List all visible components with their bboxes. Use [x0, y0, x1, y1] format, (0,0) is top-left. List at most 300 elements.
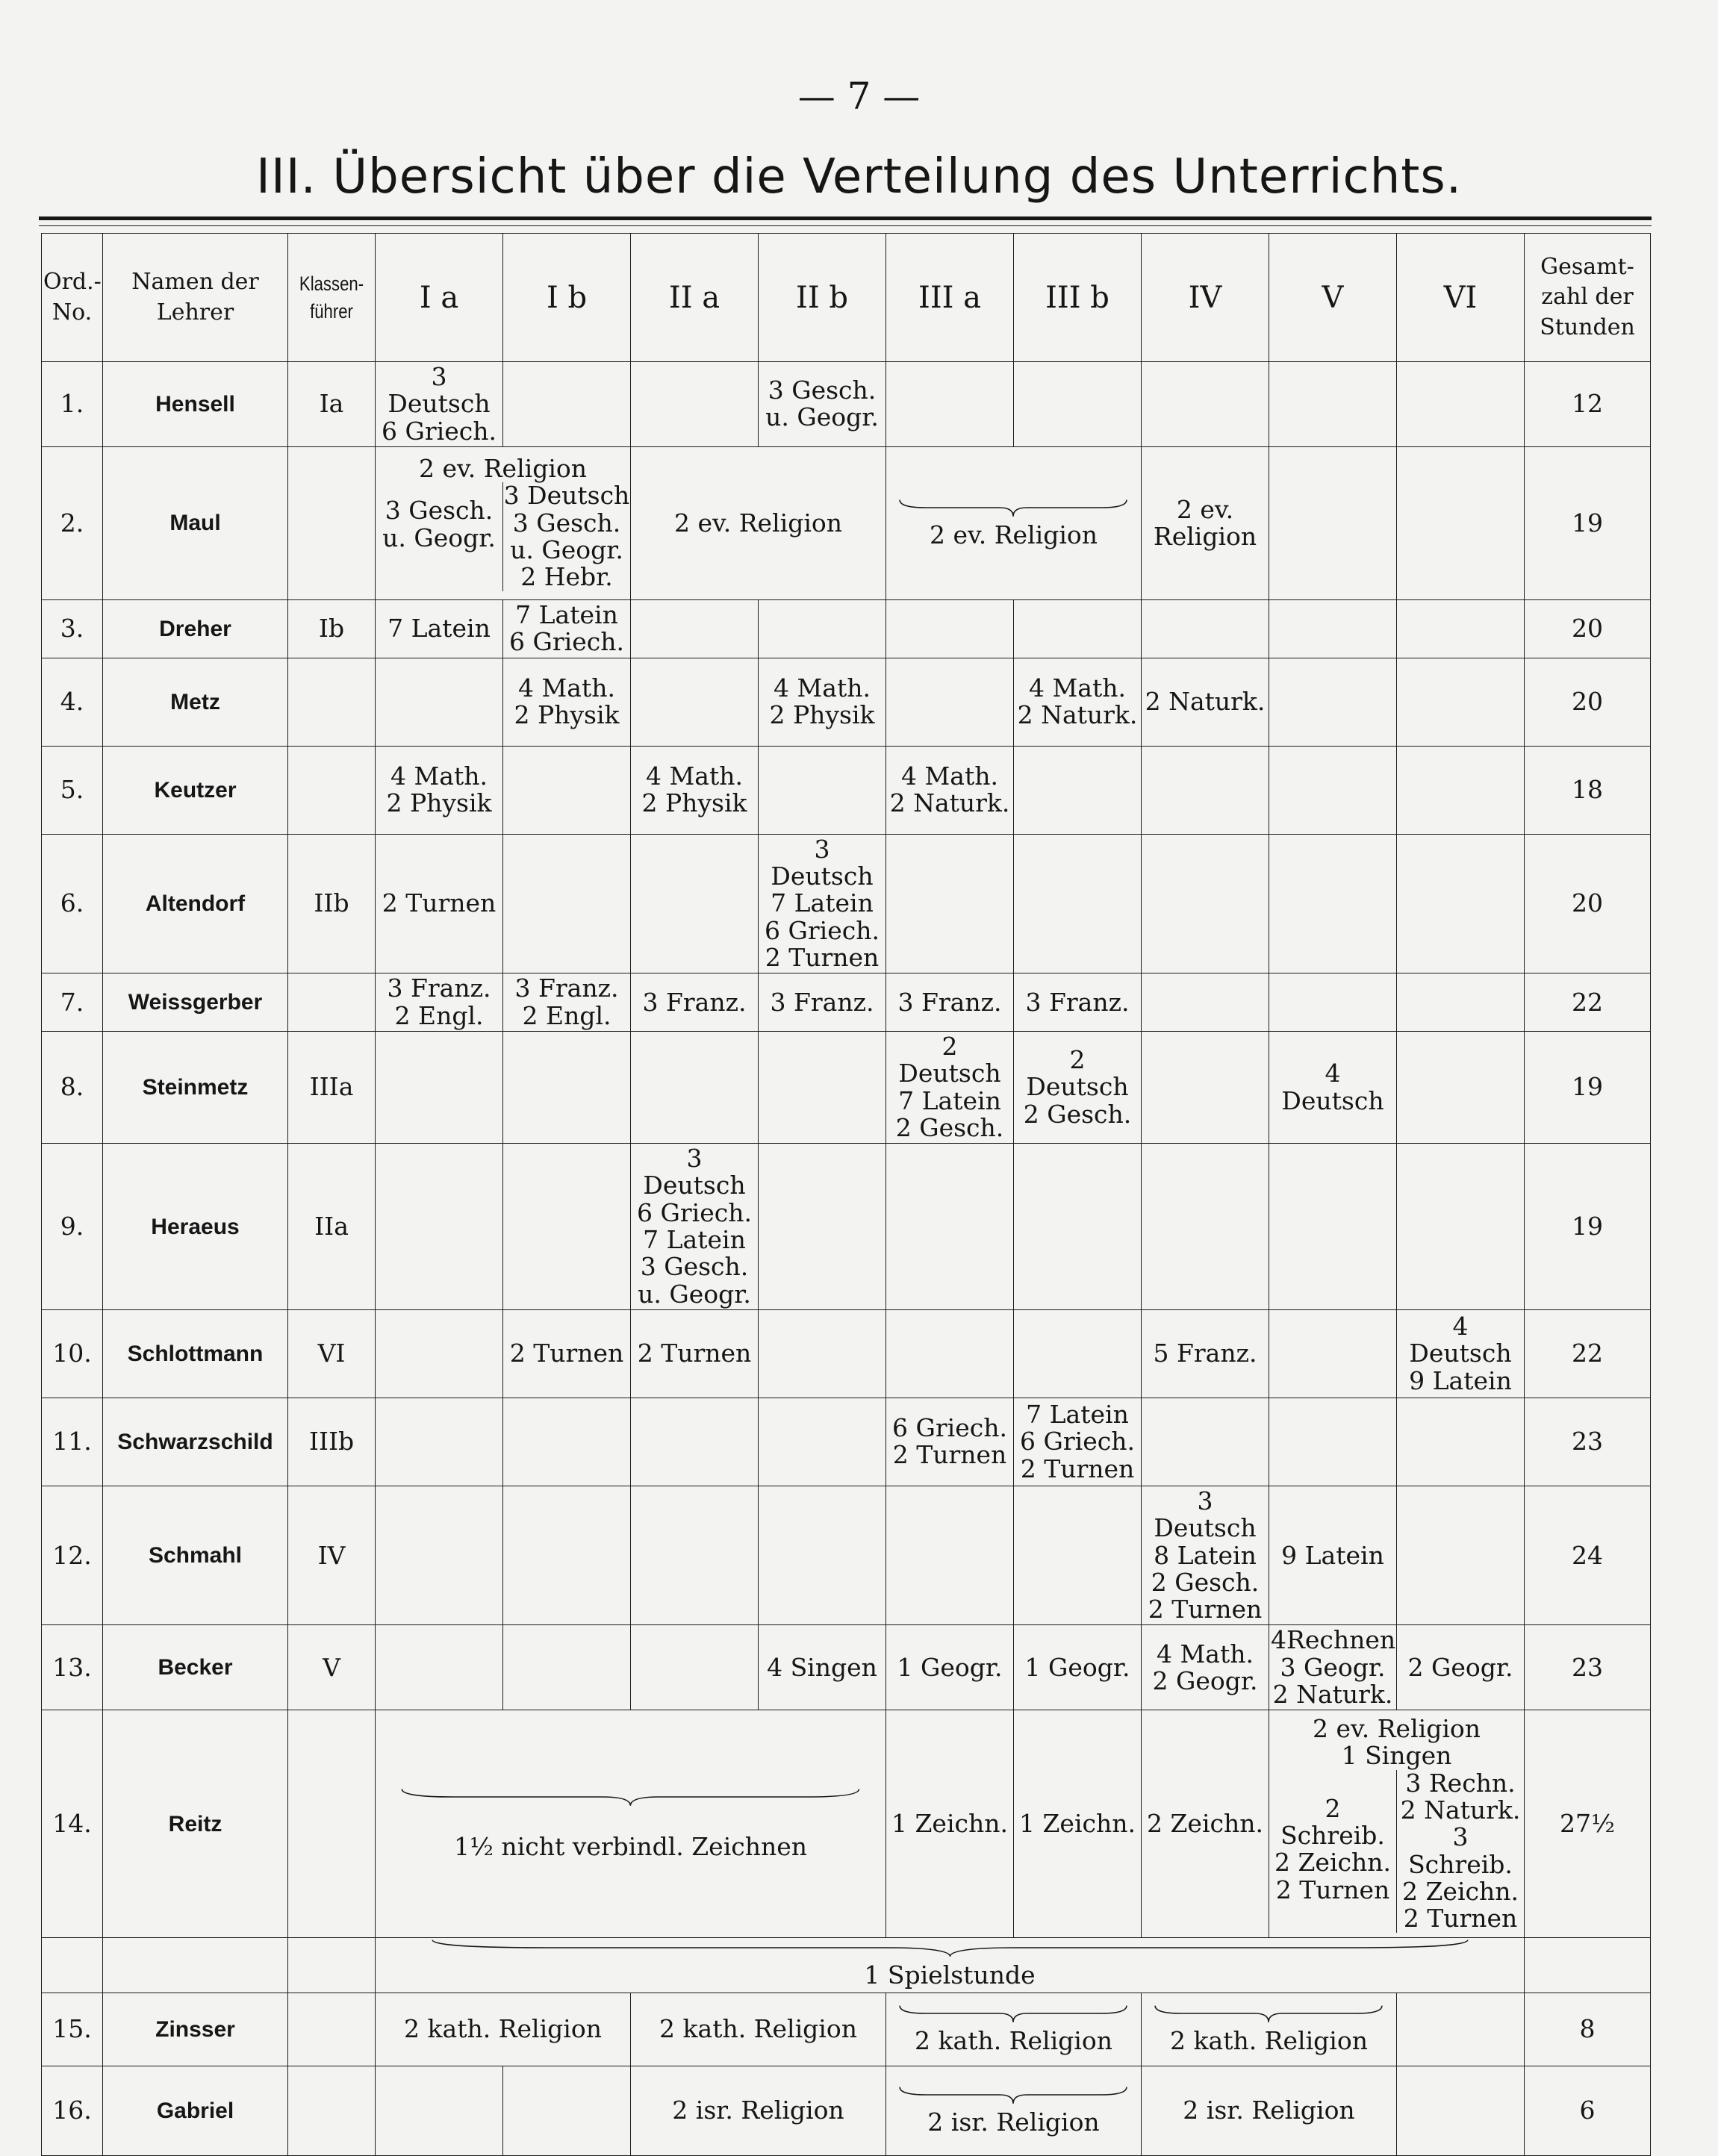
header-class-Ib: I b — [503, 234, 631, 362]
cell-text: Schwarzschild — [117, 1429, 273, 1454]
cell-text: Maul — [169, 511, 221, 536]
cell-total — [1525, 746, 1651, 834]
cell-line: 6 Griech. — [892, 1413, 1007, 1443]
cell-text: 20 — [1572, 687, 1603, 717]
cell-text: Ib — [318, 614, 345, 644]
cell-IIa — [631, 834, 759, 973]
cell-V — [1269, 746, 1397, 834]
row-number — [42, 599, 103, 658]
cell-IIb — [759, 599, 886, 658]
cell-IV — [1142, 1144, 1269, 1310]
cell-Ib — [503, 1398, 631, 1486]
cell-line: 2 Turnen — [1403, 1904, 1518, 1934]
cell-VI — [1397, 362, 1525, 447]
cell-IIb — [759, 1486, 886, 1624]
cell-VI — [1397, 2066, 1525, 2155]
cell-text: 12. — [52, 1540, 92, 1570]
cell-line: 3 Gesch. — [385, 496, 494, 526]
header-row — [42, 234, 1651, 362]
teaching-distribution-table — [41, 233, 1651, 2156]
cell-IIb — [759, 658, 886, 746]
cell-VI — [1397, 1309, 1525, 1398]
cell-V — [1269, 1309, 1397, 1398]
table-body — [42, 362, 1651, 2156]
cell-text: 9. — [60, 1211, 84, 1241]
cell-IIa — [631, 362, 759, 447]
table-row — [42, 1031, 1651, 1143]
page-number: — 7 — — [797, 75, 921, 118]
cell-IV — [1142, 1486, 1269, 1624]
class-teacher — [288, 746, 376, 834]
table-row — [42, 599, 1651, 658]
header-class-Ia: I a — [376, 234, 503, 362]
cell-VI — [1397, 1770, 1524, 1933]
cell-text: 11. — [52, 1427, 92, 1456]
cell-VI — [1397, 973, 1525, 1032]
cell-Ib — [503, 1309, 631, 1398]
shared-top — [1269, 1716, 1524, 1770]
cell-IV — [1142, 1710, 1269, 1938]
row-number — [42, 2066, 103, 2155]
cell-text: 19 — [1572, 1072, 1603, 1102]
cell-IIb — [759, 362, 886, 447]
table-row — [42, 1993, 1651, 2066]
cell-line: Religion — [1153, 521, 1257, 551]
cell-IIIa — [886, 1144, 1014, 1310]
cell-text: Weissgerber — [128, 990, 263, 1015]
header-class-IIa: II a — [631, 234, 759, 362]
title-rule — [39, 216, 1652, 220]
cell-IIIa — [886, 1398, 1014, 1486]
empty-cell — [103, 1938, 288, 1993]
cell-IIa — [631, 973, 759, 1032]
cell-total — [1525, 1309, 1651, 1398]
cell-IIb — [759, 834, 886, 973]
cell-V — [1269, 446, 1397, 599]
header-gesamt-line: Gesamt- — [1540, 253, 1634, 280]
cell-IIa-IIb — [631, 446, 886, 599]
cell-Ia — [376, 482, 503, 591]
teacher-name — [103, 834, 288, 973]
cell-IIIb — [1014, 973, 1142, 1032]
cell-Ia — [376, 599, 503, 658]
cell-text: IV — [317, 1540, 346, 1570]
cell-line: 2 Engl. — [522, 1000, 611, 1030]
brace-icon — [897, 2004, 1129, 2023]
cell-text: 22 — [1572, 1339, 1603, 1368]
cell-Ia — [376, 746, 503, 834]
header-gesamt — [1525, 234, 1651, 362]
cell-Ia — [376, 1309, 503, 1398]
row-number — [42, 362, 103, 447]
cell-line: 6 Griech. — [765, 915, 880, 945]
class-teacher — [288, 1144, 376, 1310]
cell-IIIb — [1014, 1144, 1142, 1310]
cell-IIIa-IIIb — [886, 446, 1142, 599]
cell-total — [1525, 1144, 1651, 1310]
cell-IIIa — [886, 746, 1014, 834]
table-row — [42, 658, 1651, 746]
cell-line: 6 Griech. — [1020, 1427, 1135, 1456]
split-cell — [376, 482, 630, 591]
cell-text: 20 — [1572, 888, 1603, 918]
header-ord-line: Ord.- — [43, 269, 102, 295]
cell-text: IIIb — [308, 1427, 355, 1456]
cell-Ia-Ib — [376, 446, 631, 599]
row-number — [42, 446, 103, 599]
header-class-IIb: II b — [759, 234, 886, 362]
cell-line: 2 Zeichn. — [1147, 1809, 1263, 1839]
cell-line: 3 Geogr. — [1280, 1652, 1386, 1682]
cell-line: 2 Geogr. — [1152, 1666, 1258, 1695]
row-number — [42, 1398, 103, 1486]
header-kf-line: führer — [310, 299, 353, 323]
cell-line: 6 Griech. — [382, 416, 497, 446]
cell-line: 2 Physik — [769, 700, 875, 730]
cell-line: 3 Franz. — [770, 987, 874, 1017]
cell-line: 2 Deutsch — [1026, 1045, 1129, 1102]
cell-line: 2 Zeichn. — [1402, 1876, 1519, 1906]
cell-line: 7 Latein — [643, 1225, 746, 1255]
cell-text: 4. — [60, 687, 84, 717]
cell-text: 2 isr. Religion — [1183, 2095, 1355, 2125]
cell-IV — [1142, 1309, 1269, 1398]
cell-text: 22 — [1572, 987, 1603, 1017]
split-cell — [1269, 1770, 1524, 1933]
cell-line: 4 Deutsch — [1281, 1059, 1384, 1115]
cell-IV — [1142, 973, 1269, 1032]
cell-line: 2 Turnen — [1020, 1454, 1135, 1483]
title-rule-thin — [39, 225, 1652, 226]
cell-IIa — [631, 1031, 759, 1143]
table-row — [42, 1938, 1651, 1993]
cell-line: 3 Franz. — [897, 987, 1002, 1017]
cell-text: Reitz — [168, 1811, 222, 1836]
cell-Ia — [376, 1144, 503, 1310]
cell-text: 23 — [1572, 1427, 1603, 1456]
cell-line: u. Geogr. — [638, 1279, 751, 1309]
cell-text: 7. — [60, 987, 84, 1017]
cell-text: VI — [317, 1339, 346, 1368]
cell-line: 4 Math. — [774, 673, 871, 703]
cell-IIIb — [1014, 1486, 1142, 1624]
class-teacher — [288, 834, 376, 973]
cell-VI — [1397, 1486, 1525, 1624]
header-gesamt-line: Stunden — [1540, 314, 1635, 340]
cell-IIa — [631, 1486, 759, 1624]
cell-text: 2 isr. Religion — [672, 2095, 844, 2125]
cell-line: 6 Griech. — [509, 627, 624, 657]
cell-line: 4 Deutsch — [1409, 1311, 1512, 1368]
cell-line: 2 Physik — [514, 700, 620, 730]
cell-text: 15. — [52, 2013, 92, 2043]
cell-Ia — [376, 973, 503, 1032]
class-teacher — [288, 2066, 376, 2155]
cell-IIIb — [1014, 1031, 1142, 1143]
cell-VI — [1397, 1031, 1525, 1143]
cell-line: 2 Naturk. — [889, 788, 1010, 818]
cell-Ia — [376, 1398, 503, 1486]
cell-text: 1½ nicht verbindl. Zeichnen — [453, 1832, 808, 1862]
cell-text: Steinmetz — [142, 1075, 249, 1100]
cell-text: Gabriel — [156, 2098, 234, 2123]
cell-line: 2 Turnen — [1275, 1875, 1390, 1904]
cell-line: 2 Naturk. — [1400, 1795, 1521, 1825]
class-teacher — [288, 599, 376, 658]
cell-IIIa — [886, 1710, 1014, 1938]
cell-IV-V — [1142, 1993, 1397, 2066]
header-kf-line: Klassen- — [299, 272, 364, 296]
cell-IIIa — [886, 1486, 1014, 1624]
teacher-name — [103, 1710, 288, 1938]
teacher-name — [103, 1993, 288, 2066]
cell-text: 16. — [52, 2095, 92, 2125]
teacher-name — [103, 446, 288, 599]
teacher-name — [103, 1144, 288, 1310]
cell-IIIa-IIIb — [886, 1993, 1142, 2066]
cell-line: 7 Latein — [1026, 1399, 1129, 1429]
cell-line: 2 Gesch. — [1151, 1567, 1260, 1597]
row-number — [42, 1309, 103, 1398]
teacher-name — [103, 362, 288, 447]
brace-icon — [397, 1787, 864, 1807]
cell-text: 2. — [60, 508, 84, 538]
cell-text: 24 — [1572, 1540, 1603, 1570]
cell-line: 4 Math. — [390, 761, 488, 791]
cell-line: 1 Zeichn. — [891, 1809, 1008, 1839]
cell-Ib — [503, 599, 631, 658]
class-teacher — [288, 1993, 376, 2066]
cell-Ia — [376, 362, 503, 447]
cell-IIa — [631, 746, 759, 834]
row-number — [42, 834, 103, 973]
cell-line: 2 Turnen — [1148, 1595, 1263, 1624]
table-row — [42, 1398, 1651, 1486]
cell-line: 3 Gesch. — [512, 508, 621, 538]
cell-total — [1525, 1398, 1651, 1486]
cell-line: 4 Math. — [1029, 673, 1126, 703]
cell-Ib — [503, 362, 631, 447]
class-teacher — [288, 973, 376, 1032]
cell-text: 2 ev. Religion — [929, 520, 1098, 549]
cell-IV — [1142, 362, 1269, 447]
cell-total — [1525, 362, 1651, 447]
cell-text: Altendorf — [145, 891, 246, 917]
cell-text: 2 ev. Religion — [673, 508, 842, 538]
cell-V — [1269, 973, 1397, 1032]
cell-line: 7 Latein — [771, 888, 874, 918]
cell-IV-V — [1142, 2066, 1397, 2155]
cell-line: 4 Math. — [646, 761, 743, 791]
header-ord-line: No. — [52, 299, 93, 325]
cell-IIIb — [1014, 362, 1142, 447]
cell-VI — [1397, 834, 1525, 973]
table-row — [42, 834, 1651, 973]
cell-IIIa — [886, 973, 1014, 1032]
table-row — [42, 1309, 1651, 1398]
cell-line: 8 Latein — [1154, 1540, 1257, 1570]
teacher-name — [103, 1309, 288, 1398]
cell-text: V — [323, 1652, 340, 1682]
cell-IIa — [631, 1144, 759, 1310]
cell-line: 7 Latein — [515, 600, 618, 630]
cell-line: 2 Gesch. — [895, 1112, 1004, 1142]
cell-IIIb — [1014, 1625, 1142, 1710]
cell-line: 4 Singen — [767, 1652, 877, 1682]
cell-total — [1525, 1031, 1651, 1143]
cell-IIb — [759, 1309, 886, 1398]
cell-line: 6 Griech. — [637, 1197, 752, 1227]
cell-line: 2 Turnen — [509, 1339, 624, 1368]
table-row — [42, 973, 1651, 1032]
cell-line: 1 Zeichn. — [1019, 1809, 1136, 1839]
cell-V — [1269, 1144, 1397, 1310]
cell-line: 4 Math. — [1157, 1639, 1254, 1669]
cell-text: Hensell — [155, 391, 235, 417]
brace-icon — [897, 498, 1129, 517]
row-number — [42, 1486, 103, 1624]
header-class-IIIa: III a — [886, 234, 1014, 362]
table-row — [42, 746, 1651, 834]
cell-line: 3 Franz. — [1025, 987, 1130, 1017]
cell-IIIb — [1014, 1398, 1142, 1486]
cell-V — [1269, 658, 1397, 746]
cell-VI — [1397, 1993, 1525, 2066]
cell-text: 2 kath. Religion — [1170, 2025, 1368, 2055]
cell-line: 2 Schreib. — [1280, 1793, 1385, 1851]
class-teacher — [288, 362, 376, 447]
table-row — [42, 1144, 1651, 1310]
cell-text: Dreher — [159, 616, 231, 641]
cell-IIa — [631, 1309, 759, 1398]
cell-line: 2 Turnen — [382, 888, 497, 918]
cell-VI — [1397, 746, 1525, 834]
cell-IIIa — [886, 362, 1014, 447]
cell-Ia-Ib — [376, 1993, 631, 2066]
cell-line: 2 Turnen — [765, 943, 880, 973]
row-number — [42, 1710, 103, 1938]
cell-line: 3 Franz. — [514, 973, 619, 1003]
cell-IIIa — [886, 834, 1014, 973]
cell-IIb — [759, 1398, 886, 1486]
cell-text: Becker — [158, 1655, 233, 1680]
shared-religion: 2 ev. Religion — [418, 454, 587, 484]
cell-V-VI — [1269, 1710, 1525, 1938]
cell-V — [1269, 1486, 1397, 1624]
brace-icon — [422, 1938, 1478, 1957]
cell-IV — [1142, 1398, 1269, 1486]
cell-text: 20 — [1572, 614, 1603, 644]
teacher-name — [103, 1486, 288, 1624]
cell-line: 3 Deutsch — [1154, 1486, 1257, 1543]
cell-line: 2 Turnen — [637, 1339, 752, 1368]
teacher-name — [103, 658, 288, 746]
header-class-V: V — [1269, 234, 1397, 362]
cell-IIa — [631, 599, 759, 658]
row-number — [42, 1625, 103, 1710]
cell-text: 12 — [1572, 389, 1603, 419]
cell-VI — [1397, 1398, 1525, 1486]
row-number — [42, 1031, 103, 1143]
cell-Ib — [503, 482, 630, 591]
cell-V — [1269, 834, 1397, 973]
cell-IIIb — [1014, 1309, 1142, 1398]
cell-line: 3 Deutsch — [643, 1144, 746, 1200]
row-number — [42, 746, 103, 834]
cell-VI — [1397, 1625, 1525, 1710]
cell-text: 8 — [1579, 2013, 1596, 2043]
header-lehrer-line: Namen der — [131, 269, 259, 295]
cell-IV — [1142, 746, 1269, 834]
table-row — [42, 1486, 1651, 1624]
cell-line: 3 Deutsch — [388, 362, 491, 419]
cell-line: 9 Latein — [1281, 1540, 1384, 1570]
cell-Ia — [376, 2066, 503, 2155]
page-title: III. Übersicht über die Verteilung des Unterrichts. — [255, 149, 1463, 205]
cell-IIIb — [1014, 658, 1142, 746]
row-number — [42, 973, 103, 1032]
cell-Ia — [376, 1031, 503, 1143]
cell-total — [1525, 658, 1651, 746]
cell-line: u. Geogr. — [382, 523, 496, 552]
class-teacher — [288, 658, 376, 746]
cell-Ib — [503, 834, 631, 973]
cell-text: 19 — [1572, 1211, 1603, 1241]
cell-text: IIa — [314, 1211, 349, 1241]
cell-line: 5 Franz. — [1153, 1339, 1257, 1368]
cell-line: 1 Geogr. — [897, 1652, 1003, 1682]
cell-text: 14. — [52, 1809, 92, 1839]
cell-VI — [1397, 1144, 1525, 1310]
cell-IIIb — [1014, 746, 1142, 834]
cell-line: u. Geogr. — [765, 402, 879, 432]
cell-Ia — [376, 658, 503, 746]
cell-text: 2 kath. Religion — [659, 2013, 857, 2043]
cell-text: Schmahl — [148, 1543, 243, 1568]
teacher-name — [103, 1398, 288, 1486]
cell-IIIa — [886, 658, 1014, 746]
cell-line: 3 Schreib. — [1408, 1822, 1513, 1879]
cell-total — [1525, 973, 1651, 1032]
cell-text: 1. — [60, 389, 84, 419]
cell-text: 6 — [1579, 2095, 1596, 2125]
cell-line: 2 Zeichn. — [1275, 1848, 1391, 1878]
cell-line: u. Geogr. — [510, 535, 623, 565]
cell-IV — [1142, 446, 1269, 599]
class-teacher — [288, 446, 376, 599]
teacher-name — [103, 599, 288, 658]
class-teacher — [288, 1031, 376, 1143]
cell-IIb — [759, 746, 886, 834]
cell-VI — [1397, 658, 1525, 746]
header-lehrer — [103, 234, 288, 362]
cell-total — [1525, 1710, 1651, 1938]
class-teacher — [288, 1309, 376, 1398]
cell-text: Heraeus — [151, 1214, 240, 1239]
cell-line: 7 Latein — [388, 614, 491, 644]
cell-text: 10. — [52, 1339, 92, 1368]
cell-text: IIb — [314, 888, 349, 918]
cell-IIa — [631, 1398, 759, 1486]
cell-IIIa — [886, 599, 1014, 658]
header-class-IV: IV — [1142, 234, 1269, 362]
cell-line: 4Rechnen — [1271, 1625, 1396, 1655]
cell-total — [1525, 834, 1651, 973]
cell-Ia-IIb — [376, 1710, 886, 1938]
cell-text: Zinsser — [155, 2016, 235, 2042]
cell-text: 6. — [60, 888, 84, 918]
cell-line: 3 Franz. — [642, 987, 747, 1017]
